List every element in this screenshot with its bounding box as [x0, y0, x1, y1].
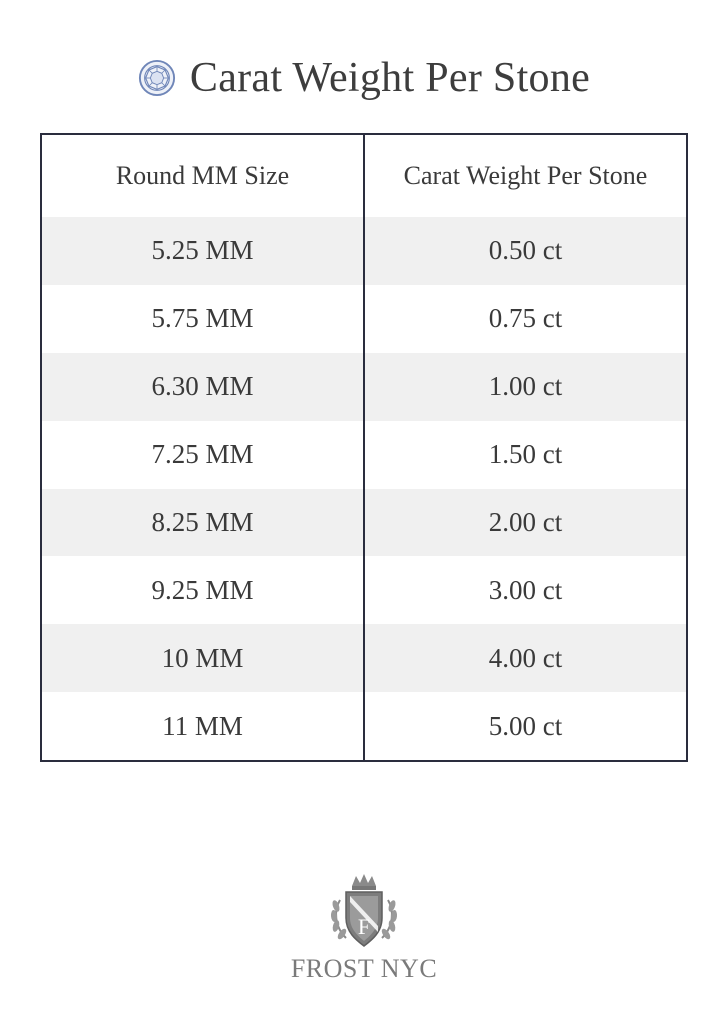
carat-cell: 0.50 ct	[364, 217, 686, 285]
table-row	[42, 217, 686, 285]
size-cell: 10 MM	[42, 624, 364, 692]
carat-table-grid	[42, 135, 686, 760]
table-row	[42, 556, 686, 624]
column-header-size: Round MM Size	[42, 135, 364, 217]
size-cell: 8.25 MM	[42, 489, 364, 557]
carat-cell: 3.00 ct	[488, 574, 563, 605]
page-header	[0, 48, 728, 108]
carat-cell: 0.75 ct	[488, 303, 563, 334]
size-cell: 11 MM	[42, 692, 364, 760]
table-row	[42, 624, 686, 692]
table-row	[42, 285, 686, 353]
carat-cell: 5.00 ct	[488, 710, 563, 741]
carat-cell: 1.50 ct	[488, 439, 563, 470]
table-row	[42, 353, 686, 421]
brand-name: FROST NYC	[290, 954, 438, 983]
carat-cell: 2.00 ct	[364, 489, 686, 557]
brand-logo	[0, 872, 728, 984]
carat-cell: 4.00 ct	[364, 624, 686, 692]
table-row	[42, 489, 686, 557]
table-header-row	[42, 135, 686, 217]
size-cell: 6.30 MM	[42, 353, 364, 421]
table-row	[42, 421, 686, 489]
svg-text:F: F	[357, 914, 371, 939]
size-cell: 9.25 MM	[42, 556, 364, 624]
size-cell: 5.75 MM	[42, 285, 364, 353]
diamond-icon	[138, 59, 176, 97]
size-cell: 5.25 MM	[42, 217, 364, 285]
page-title: Carat Weight Per Stone	[189, 55, 591, 101]
column-header-carat: Carat Weight Per Stone	[403, 161, 648, 190]
size-cell: 7.25 MM	[42, 421, 364, 489]
carat-cell: 1.00 ct	[364, 353, 686, 421]
crest-icon	[326, 872, 402, 952]
table-row	[42, 692, 686, 760]
carat-table	[40, 133, 688, 762]
